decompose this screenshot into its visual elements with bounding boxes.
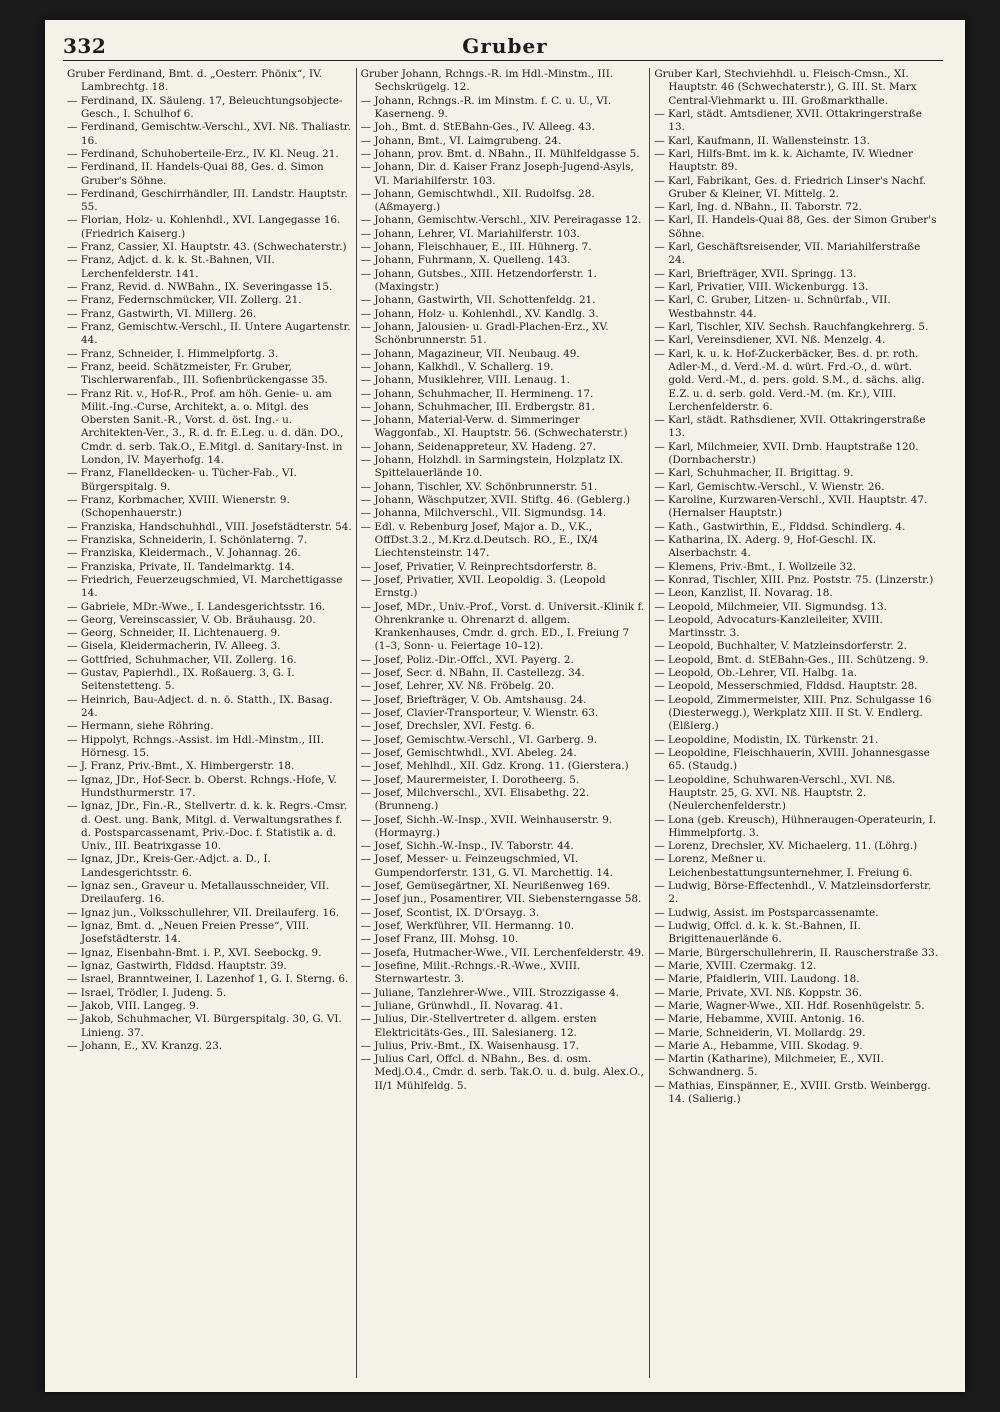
directory-entry: — Ferdinand, IX. Säuleng. 17, Beleuchtungsobjecte-Gesch., I. Schulhof 6. — [67, 94, 343, 120]
directory-entry: — Franz, Federnschmücker, VII. Zollerg. 21. — [67, 294, 302, 307]
directory-entry: — Franziska, Private, II. Tandelmarktg. 14. — [67, 560, 295, 573]
directory-entry: — Johann, Lehrer, VI. Mariahilferstr. 103. — [360, 227, 580, 240]
directory-entry: — Gottfried, Schuhmacher, VII. Zollerg. 16. — [67, 653, 297, 666]
directory-entry: — Ignaz jun., Volksschullehrer, VII. Dreilauferg. 16. — [67, 906, 339, 919]
directory-entry: — Leopoldine, Schuhwaren-Verschl., XVI. Nß. Hauptstr. 25, G. XVI. Nß. Hauptstr. 2. (Neulerchenfelderstr.) — [654, 773, 896, 813]
directory-entry: — Leopold, Zimmermeister, XIII. Pnz. Schulgasse 16 (Diesterwegg.), Werkplatz XIII. II St. V. Endlerg. (Elßlerg.) — [654, 693, 932, 733]
directory-entry: — Karl, Milchmeier, XVII. Drnb. Hauptstraße 120. (Dornbacherstr.) — [654, 440, 919, 467]
directory-entry: — Joh., Bmt. d. StEBahn-Ges., IV. Alleeg. 43. — [360, 121, 595, 134]
directory-entry: — Karl, C. Gruber, Litzen- u. Schnürfab., VII. Westbahnstr. 44. — [654, 294, 891, 320]
directory-entry: — Franz, Revid. d. NWBahn., IX. Severingasse 15. — [67, 281, 333, 293]
column-2 — [356, 68, 650, 1378]
directory-entry: — Josefine, Milit.-Rchngs.-R.-Wwe., XVIII. Sternwartestr. 3. — [360, 959, 581, 986]
directory-entry: — Ignaz, JDr., Fin.-R., Stellvertr. d. k. k. Regrs.-Cmsr. d. Oest. ung. Bank, Mitgl. d. Verwaltungsrathes f. d. Postsparcassenamt, Priv.-Doc. f. Statistik a. d. Univ., III. Beatrixgasse 10. — [67, 800, 348, 853]
directory-entry: — Karl, Gemischtw.-Verschl., V. Wienstr. 26. — [654, 480, 885, 493]
directory-entry: — Josef, Werkführer, VII. Hermanng. 10. — [360, 920, 575, 932]
directory-entry: — Karl, k. u. k. Hof-Zuckerbäcker, Bes. d. pr. roth. Adler-M., d. Verd.-M. d. würt. Frd.-O., d. würt. gold. Verd.-M., d. pers. gold. S.M., d. sächs. alig. E.Z. u. d. serb. gold. Verd.-M. (m. Kr.), VIII. Lerchenfelderstr. 6. — [654, 347, 925, 413]
directory-entry: — Johann, Gemischtw.-Verschl., XIV. Pereiragasse 12. — [360, 214, 642, 227]
directory-entry: — Julius Carl, Offcl. d. NBahn., Bes. d. osm. Medj.O.4., Cmdr. d. serb. Tak.O. u. d. bulg. Alex.O., II/1 Mühlfeldg. 5. — [360, 1053, 644, 1092]
directory-entry: — Marie, Private, XVI. Nß. Koppstr. 36. — [654, 986, 862, 999]
directory-entry: — Josef, Privatier, V. Reinprechtsdorferstr. 8. — [360, 560, 597, 573]
directory-entry: — Karoline, Kurzwaren-Verschl., XVII. Hauptstr. 47. (Hernalser Hauptstr.) — [654, 494, 928, 520]
directory-entry: — Josef, Mehlhdl., XII. Gdz. Krong. 11. (Gierstera.) — [360, 760, 629, 773]
directory-entry: — Josef, Sichh.-W.-Insp., XVII. Weinhauserstr. 9. (Hormayrg.) — [360, 813, 613, 839]
directory-entry: — Johann, Gastwirth, VII. Schottenfeldg. 21. — [360, 294, 596, 307]
directory-entry: — Johann, Material-Verw. d. Simmeringer Waggonfab., XI. Hauptstr. 56. (Schwechaterstr.) — [360, 414, 628, 440]
directory-entry: — Karl, Fabrikant, Ges. d. Friedrich Linser's Nachf. Gruber & Kleiner, VI. Mittelg. 2. — [654, 174, 926, 200]
directory-entry: — Katharina, IX. Aderg. 9, Hof-Geschl. IX. Alserbachstr. 4. — [654, 533, 877, 560]
directory-entry: — Ludwig, Assist. im Postsparcassenamte. — [654, 906, 879, 919]
directory-entry: — Franziska, Schneiderin, I. Schönlaterng. 7. — [67, 533, 308, 546]
directory-entry: — Ludwig, Börse-Effectenhdl., V. Matzleinsdorferstr. 2. — [654, 880, 932, 906]
column-3 — [649, 68, 943, 1378]
directory-entry: — Karl, städt. Rathsdiener, XVII. Ottakringerstraße 13. — [654, 414, 926, 440]
directory-entry: — Lorenz, Meßner u. Leichenbestattungsunternehmer, I. Freiung 6. — [654, 853, 913, 879]
page-header — [45, 28, 965, 64]
directory-entry: — Konrad, Tischler, XIII. Pnz. Poststr. 75. (Linzerstr.) — [654, 573, 934, 586]
directory-entry: — Marie, Wagner-Wwe., XII. Hdf. Rosenhügelstr. 5. — [654, 999, 925, 1012]
directory-entry: — Franz, Gemischtw.-Verschl., II. Untere Augartenstr. 44. — [67, 320, 351, 347]
directory-entry: — Johann, Holzhdl. in Sarmingstein, Holzplatz IX. Spittelauerlände 10. — [360, 454, 624, 480]
directory-entry: — Jakob, Schuhmacher, VI. Bürgerspitalg. 30, G. VI. Linieng. 37. — [67, 1013, 342, 1039]
directory-entry: — Franz, Flanelldecken- u. Tücher-Fab., VI. Bürgerspitalg. 9. — [67, 467, 297, 493]
directory-entry: — Franz, beeid. Schätzmeister, Fr. Gruber, Tischlerwarenfab., III. Sofienbrückengasse 35. — [67, 360, 328, 387]
directory-entry: — Karl, Hilfs-Bmt. im k. k. Aichamte, IV. Wiedner Hauptstr. 89. — [654, 147, 913, 174]
directory-entry: — Josef, Poliz.-Dir.-Offcl., XVI. Payerg. 2. — [360, 653, 574, 666]
directory-entry: — Josef, Sichh.-W.-Insp., IV. Taborstr. 44. — [360, 840, 574, 853]
directory-entry: — Karl, Geschäftsreisender, VII. Mariahilferstraße 24. — [654, 241, 921, 267]
directory-entry: — Johann, Jalousien- u. Gradl-Plachen-Erz., XV. Schönbrunnerstr. 51. — [360, 320, 609, 347]
directory-entry: — Hermann, siehe Röhring. — [67, 720, 214, 733]
column-1 — [63, 68, 356, 1378]
directory-entry: — Johann, Tischler, XV. Schönbrunnerstr. 51. — [360, 480, 598, 493]
directory-entry: — Ignaz sen., Graveur u. Metallausschneider, VII. Dreilauferg. 16. — [67, 880, 330, 906]
directory-entry: — Johanna, Milchverschl., VII. Sigmundsg. 14. — [360, 507, 607, 520]
directory-entry: — Johann, Gutsbes., XIII. Hetzendorferstr. 1. (Maxingstr.) — [360, 267, 597, 293]
directory-entry: — Ignaz, Gastwirth, Flddsd. Hauptstr. 39. — [67, 959, 287, 972]
directory-entry: — Heinrich, Bau-Adject. d. n. ö. Statth., IX. Basag. 24. — [67, 693, 333, 719]
directory-entry: — Juliane, Grünwhdl., II. Novarag. 41. — [360, 999, 563, 1012]
directory-entry: — Johann, Holz- u. Kohlenhdl., XV. Kandlg. 3. — [360, 307, 599, 320]
directory-entry: — Marie, Bürgerschullehrerin, II. Rauscherstraße 33. — [654, 946, 939, 959]
directory-entry: Gruber Karl, Stechviehhdl. u. Fleisch-Cmsn., XI. Hauptstr. 46 (Schwechaterstr.), G. III. St. Marx Central-Viehmarkt u. III. Großmarkthalle. — [654, 68, 917, 107]
directory-entry: — Karl, Privatier, VIII. Wickenburgg. 13. — [654, 281, 869, 293]
directory-entry: — Karl, Tischler, XIV. Sechsh. Rauchfangkehrerg. 5. — [654, 320, 929, 333]
directory-page — [45, 20, 965, 1392]
directory-entry: — Johann, Kalkhdl., V. Schallerg. 19. — [360, 360, 554, 373]
directory-entry: — Lorenz, Drechsler, XV. Michaelerg. 11. (Löhrg.) — [654, 840, 918, 853]
directory-entry: — Leopold, Advocaturs-Kanzleileiter, XVIII. Martinsstr. 3. — [654, 613, 883, 640]
columns-container — [63, 68, 943, 1378]
directory-entry: — Josef, Gemischtwhdl., XVI. Abeleg. 24. — [360, 746, 577, 759]
directory-entry: — Klemens, Priv.-Bmt., I. Wollzeile 32. — [654, 560, 857, 573]
directory-entry: — Georg, Schneider, II. Lichtenauerg. 9. — [67, 627, 281, 640]
directory-entry: — J. Franz, Priv.-Bmt., X. Himbergerstr. 18. — [67, 760, 295, 773]
directory-entry: — Leopold, Bmt. d. StEBahn-Ges., III. Schützeng. 9. — [654, 653, 929, 666]
directory-entry: — Karl, Vereinsdiener, XVI. Nß. Menzelg. 4. — [654, 334, 886, 347]
directory-entry: — Franziska, Handschuhhdl., VIII. Josefstädterstr. 54. — [67, 520, 352, 533]
directory-entry: — Ferdinand, Gemischtw.-Verschl., XVI. Nß. Thaliastr. 16. — [67, 121, 351, 147]
directory-entry: — Leopold, Milchmeier, VII. Sigmundsg. 13. — [654, 600, 887, 613]
directory-entry: — Franz Rit. v., Hof-R., Prof. am höh. Genie- u. am Milit.-Ing.-Curse, Architekt, a. o. Mitgl. des Obersten Sanit.-R., Vorst. d. öst. Ing.- u. Architekten-Ver., 3., R. d. fr. E.Leg. u. d. dän. DO., Cmdr. d. serb. Tak.O., E.Mitgl. d. Sanitary-Inst. in London, IV. Mayerhofg. 14. — [67, 387, 344, 467]
directory-entry: — Karl, II. Handels-Quai 88, Ges. der Simon Gruber's Söhne. — [654, 214, 937, 240]
directory-entry: — Franz, Gastwirth, VI. Millerg. 26. — [67, 307, 257, 320]
directory-entry: — Josef, Gemischtw.-Verschl., VI. Garberg. 9. — [360, 733, 598, 746]
directory-entry: — Lona (geb. Kreusch), Hühneraugen-Operateurin, I. Himmelpfortg. 3. — [654, 813, 937, 839]
directory-entry: — Julius, Dir.-Stellvertreter d. allgem. ersten Elektricitäts-Ges., III. Salesianerg. 12. — [360, 1013, 597, 1039]
directory-entry: — Julius, Priv.-Bmt., IX. Waisenhausg. 17. — [360, 1039, 580, 1052]
directory-entry: — Franziska, Kleidermach., V. Johannag. 26. — [67, 547, 301, 560]
directory-entry: — Jakob, VIII. Langeg. 9. — [67, 999, 200, 1012]
directory-entry: — Josef, Messer- u. Feinzeugschmied, VI. Gumpendorferstr. 131, G. VI. Marchettig. 14. — [360, 853, 613, 879]
directory-entry: — Josef, Milchverschl., XVI. Elisabethg. 22. (Brunneng.) — [360, 786, 590, 813]
directory-entry: — Marie, Schneiderin, VI. Mollardg. 29. — [654, 1026, 866, 1039]
page-number: 332 — [63, 34, 107, 58]
directory-entry: — Israel, Branntweiner, I. Lazenhof 1, G. I. Sterng. 6. — [67, 973, 349, 986]
directory-entry: — Leopoldine, Fleischhauerin, XVIII. Johannesgasse 65. (Staudg.) — [654, 746, 930, 773]
directory-entry: — Josef, Gemüsegärtner, XI. Neurißenweg 169. — [360, 880, 611, 893]
directory-entry: — Franz, Korbmacher, XVIII. Wienerstr. 9. (Schopenhauerstr.) — [67, 494, 290, 520]
directory-entry: — Leopold, Ob.-Lehrer, VII. Halbg. 1a. — [654, 667, 858, 680]
directory-entry: — Josef, Maurermeister, I. Dorotheerg. 5. — [360, 773, 580, 786]
directory-entry: — Leopold, Buchhalter, V. Matzleinsdorferstr. 2. — [654, 640, 907, 653]
directory-entry: — Ludwig, Offcl. d. k. k. St.-Bahnen, II. Brigittenauerlände 6. — [654, 920, 861, 946]
directory-entry: — Gabriele, MDr.-Wwe., I. Landesgerichtsstr. 16. — [67, 600, 326, 613]
directory-entry: — Georg, Vereinscassier, V. Ob. Bräuhausg. 20. — [67, 613, 316, 626]
directory-entry: — Karl, städt. Amtsdiener, XVII. Ottakringerstraße 13. — [654, 107, 922, 134]
directory-entry: — Johann, Seidenappreteur, XV. Hadeng. 27. — [360, 440, 597, 453]
directory-entry: — Johann, Gemischtwhdl., XII. Rudolfsg. 28. (Aßmayerg.) — [360, 187, 595, 214]
header-rule — [63, 60, 943, 61]
directory-entry: — Marie, Pfaidlerin, VIII. Laudong. 18. — [654, 973, 860, 986]
directory-entry: — Martin (Katharine), Milchmeier, E., XVII. Schwandnerg. 5. — [654, 1053, 884, 1079]
directory-entry: — Mathias, Einspänner, E., XVIII. Grstb. Weinbergg. 14. (Salierig.) — [654, 1079, 931, 1106]
directory-entry: Gruber Ferdinand, Bmt. d. „Oesterr. Phönix“, IV. Lambrechtg. 18. — [67, 68, 323, 94]
directory-entry: — Ignaz, Eisenbahn-Bmt. i. P., XVI. Seebockg. 9. — [67, 946, 322, 959]
directory-entry: — Josef, Privatier, XVII. Leopoldig. 3. (Leopold Ernstg.) — [360, 573, 606, 600]
directory-entry: — Ignaz, Bmt. d. „Neuen Freien Presse“, VIII. Josefstädterstr. 14. — [67, 920, 310, 946]
directory-entry: — Josef, Secr. d. NBahn, II. Castellezg. 34. — [360, 667, 585, 680]
directory-entry: — Josefa, Hutmacher-Wwe., VII. Lerchenfelderstr. 49. — [360, 946, 645, 959]
directory-entry: — Johann, Schuhmacher, III. Erdbergstr. 81. — [360, 400, 595, 413]
directory-entry: — Karl, Ing. d. NBahn., II. Taborstr. 72. — [654, 201, 862, 214]
directory-entry: — Leopold, Messerschmied, Flddsd. Hauptstr. 28. — [654, 680, 918, 693]
directory-entry: — Johann, Wäschputzer, XVII. Stiftg. 46. (Geblerg.) — [360, 494, 631, 506]
directory-entry: — Karl, Briefträger, XVII. Springg. 13. — [654, 267, 857, 280]
directory-entry: — Johann, Bmt., VI. Laimgrubeng. 24. — [360, 134, 562, 147]
directory-entry: — Johann, E., XV. Kranzg. 23. — [67, 1039, 223, 1052]
directory-entry: — Franz, Cassier, XI. Hauptstr. 43. (Schwechaterstr.) — [67, 241, 347, 254]
directory-entry: — Johann, Musiklehrer, VIII. Lenaug. 1. — [360, 374, 570, 387]
directory-entry: — Gisela, Kleidermacherin, IV. Alleeg. 3. — [67, 640, 281, 653]
directory-entry: — Karl, Kaufmann, II. Wallensteinstr. 13. — [654, 134, 870, 147]
directory-entry: — Ignaz, JDr., Kreis-Ger.-Adjct. a. D., I. Landesgerichtsstr. 6. — [67, 853, 271, 879]
directory-entry: — Karl, Schuhmacher, II. Brigittag. 9. — [654, 467, 854, 480]
running-head: Gruber — [462, 34, 548, 58]
directory-entry: — Franz, Schneider, I. Himmelpfortg. 3. — [67, 347, 279, 360]
directory-entry: — Josef, Briefträger, V. Ob. Amtshausg. 24. — [360, 693, 587, 706]
directory-entry: — Marie A., Hebamme, VIII. Skodag. 9. — [654, 1039, 863, 1052]
directory-entry: — Johann, Fleischhauer, E., III. Hühnerg. 7. — [360, 241, 592, 254]
directory-entry: — Josef, Lehrer, XV. Nß. Fröbelg. 20. — [360, 680, 555, 693]
directory-entry: — Josef, MDr., Univ.-Prof., Vorst. d. Universit.-Klinik f. Ohrenkranke u. Ohrenarzt d. allgem. Krankenhauses, Cmdr. d. grch. ED., I. Freiung 7 (1–3, Sonn- u. Feiertage 10–12). — [360, 600, 645, 653]
directory-entry: — Edl. v. Rebenburg Josef, Major a. D., V.K., OffDst.3.2., M.Krz.d.Deutsch. RO., E., IX/4 Liechtensteinstr. 147. — [360, 520, 599, 560]
directory-entry: — Johann, prov. Bmt. d. NBahn., II. Mühlfeldgasse 5. — [360, 147, 640, 160]
directory-entry: — Josef Franz, III. Mohsg. 10. — [360, 933, 519, 946]
directory-entry: — Gustav, Papierhdl., IX. Roßauerg. 3, G. I. Seitenstetteng. 5. — [67, 667, 295, 693]
directory-entry: — Juliane, Tanzlehrer-Wwe., VIII. Strozzigasse 4. — [360, 986, 619, 999]
directory-entry: — Franz, Adjct. d. k. k. St.-Bahnen, VII. Lerchenfelderstr. 141. — [67, 254, 275, 280]
directory-entry: — Johann, Magazineur, VII. Neubaug. 49. — [360, 347, 580, 360]
directory-entry: — Kath., Gastwirthin, E., Flddsd. Schindlerg. 4. — [654, 520, 906, 533]
directory-entry: — Josef, Drechsler, XVI. Festg. 6. — [360, 720, 535, 733]
directory-entry: — Josef, Scontist, IX. D'Orsayg. 3. — [360, 906, 540, 919]
directory-entry: Gruber Johann, Rchngs.-R. im Hdl.-Minstm., III. Sechskrügelg. 12. — [360, 68, 614, 94]
directory-entry: — Florian, Holz- u. Kohlenhdl., XVI. Langegasse 16. (Friedrich Kaiserg.) — [67, 214, 341, 240]
directory-entry: — Josef, Clavier-Transporteur, V. Wienstr. 63. — [360, 707, 599, 719]
directory-entry: — Friedrich, Feuerzeugschmied, VI. Marchettigasse 14. — [67, 573, 343, 600]
directory-entry: — Leon, Kanzlist, II. Novarag. 18. — [654, 587, 833, 600]
directory-entry: — Josef jun., Posamentirer, VII. Siebensterngasse 58. — [360, 893, 642, 906]
directory-entry: — Marie, XVIII. Czermakg. 12. — [654, 959, 817, 972]
directory-entry: — Johann, Rchngs.-R. im Minstm. f. C. u. U., VI. Kaserneng. 9. — [360, 94, 612, 120]
directory-entry: — Leopoldine, Modistin, IX. Türkenstr. 21. — [654, 733, 879, 746]
directory-entry: — Marie, Hebamme, XVIII. Antonig. 16. — [654, 1013, 865, 1026]
directory-entry: — Johann, Schuhmacher, II. Hermineng. 17. — [360, 387, 594, 400]
directory-entry: — Ferdinand, Schuhoberteile-Erz., IV. Kl. Neug. 21. — [67, 147, 339, 160]
directory-entry: — Hippolyt, Rchngs.-Assist. im Hdl.-Minstm., III. Hörnesg. 15. — [67, 733, 324, 759]
directory-entry: — Johann, Fuhrmann, X. Quelleng. 143. — [360, 254, 571, 267]
directory-entry: — Johann, Dir. d. Kaiser Franz Joseph-Jugend-Asyls, VI. Mariahilferstr. 103. — [360, 161, 634, 187]
directory-entry: — Ferdinand, Geschirrhändler, III. Landstr. Hauptstr. 55. — [67, 187, 348, 214]
directory-entry: — Israel, Trödler, I. Judeng. 5. — [67, 986, 227, 999]
directory-entry: — Ferdinand, II. Handels-Quai 88, Ges. d. Simon Gruber's Söhne. — [67, 161, 324, 187]
directory-entry: — Ignaz, JDr., Hof-Secr. b. Oberst. Rchngs.-Hofe, V. Hundsthurmerstr. 17. — [67, 773, 337, 799]
